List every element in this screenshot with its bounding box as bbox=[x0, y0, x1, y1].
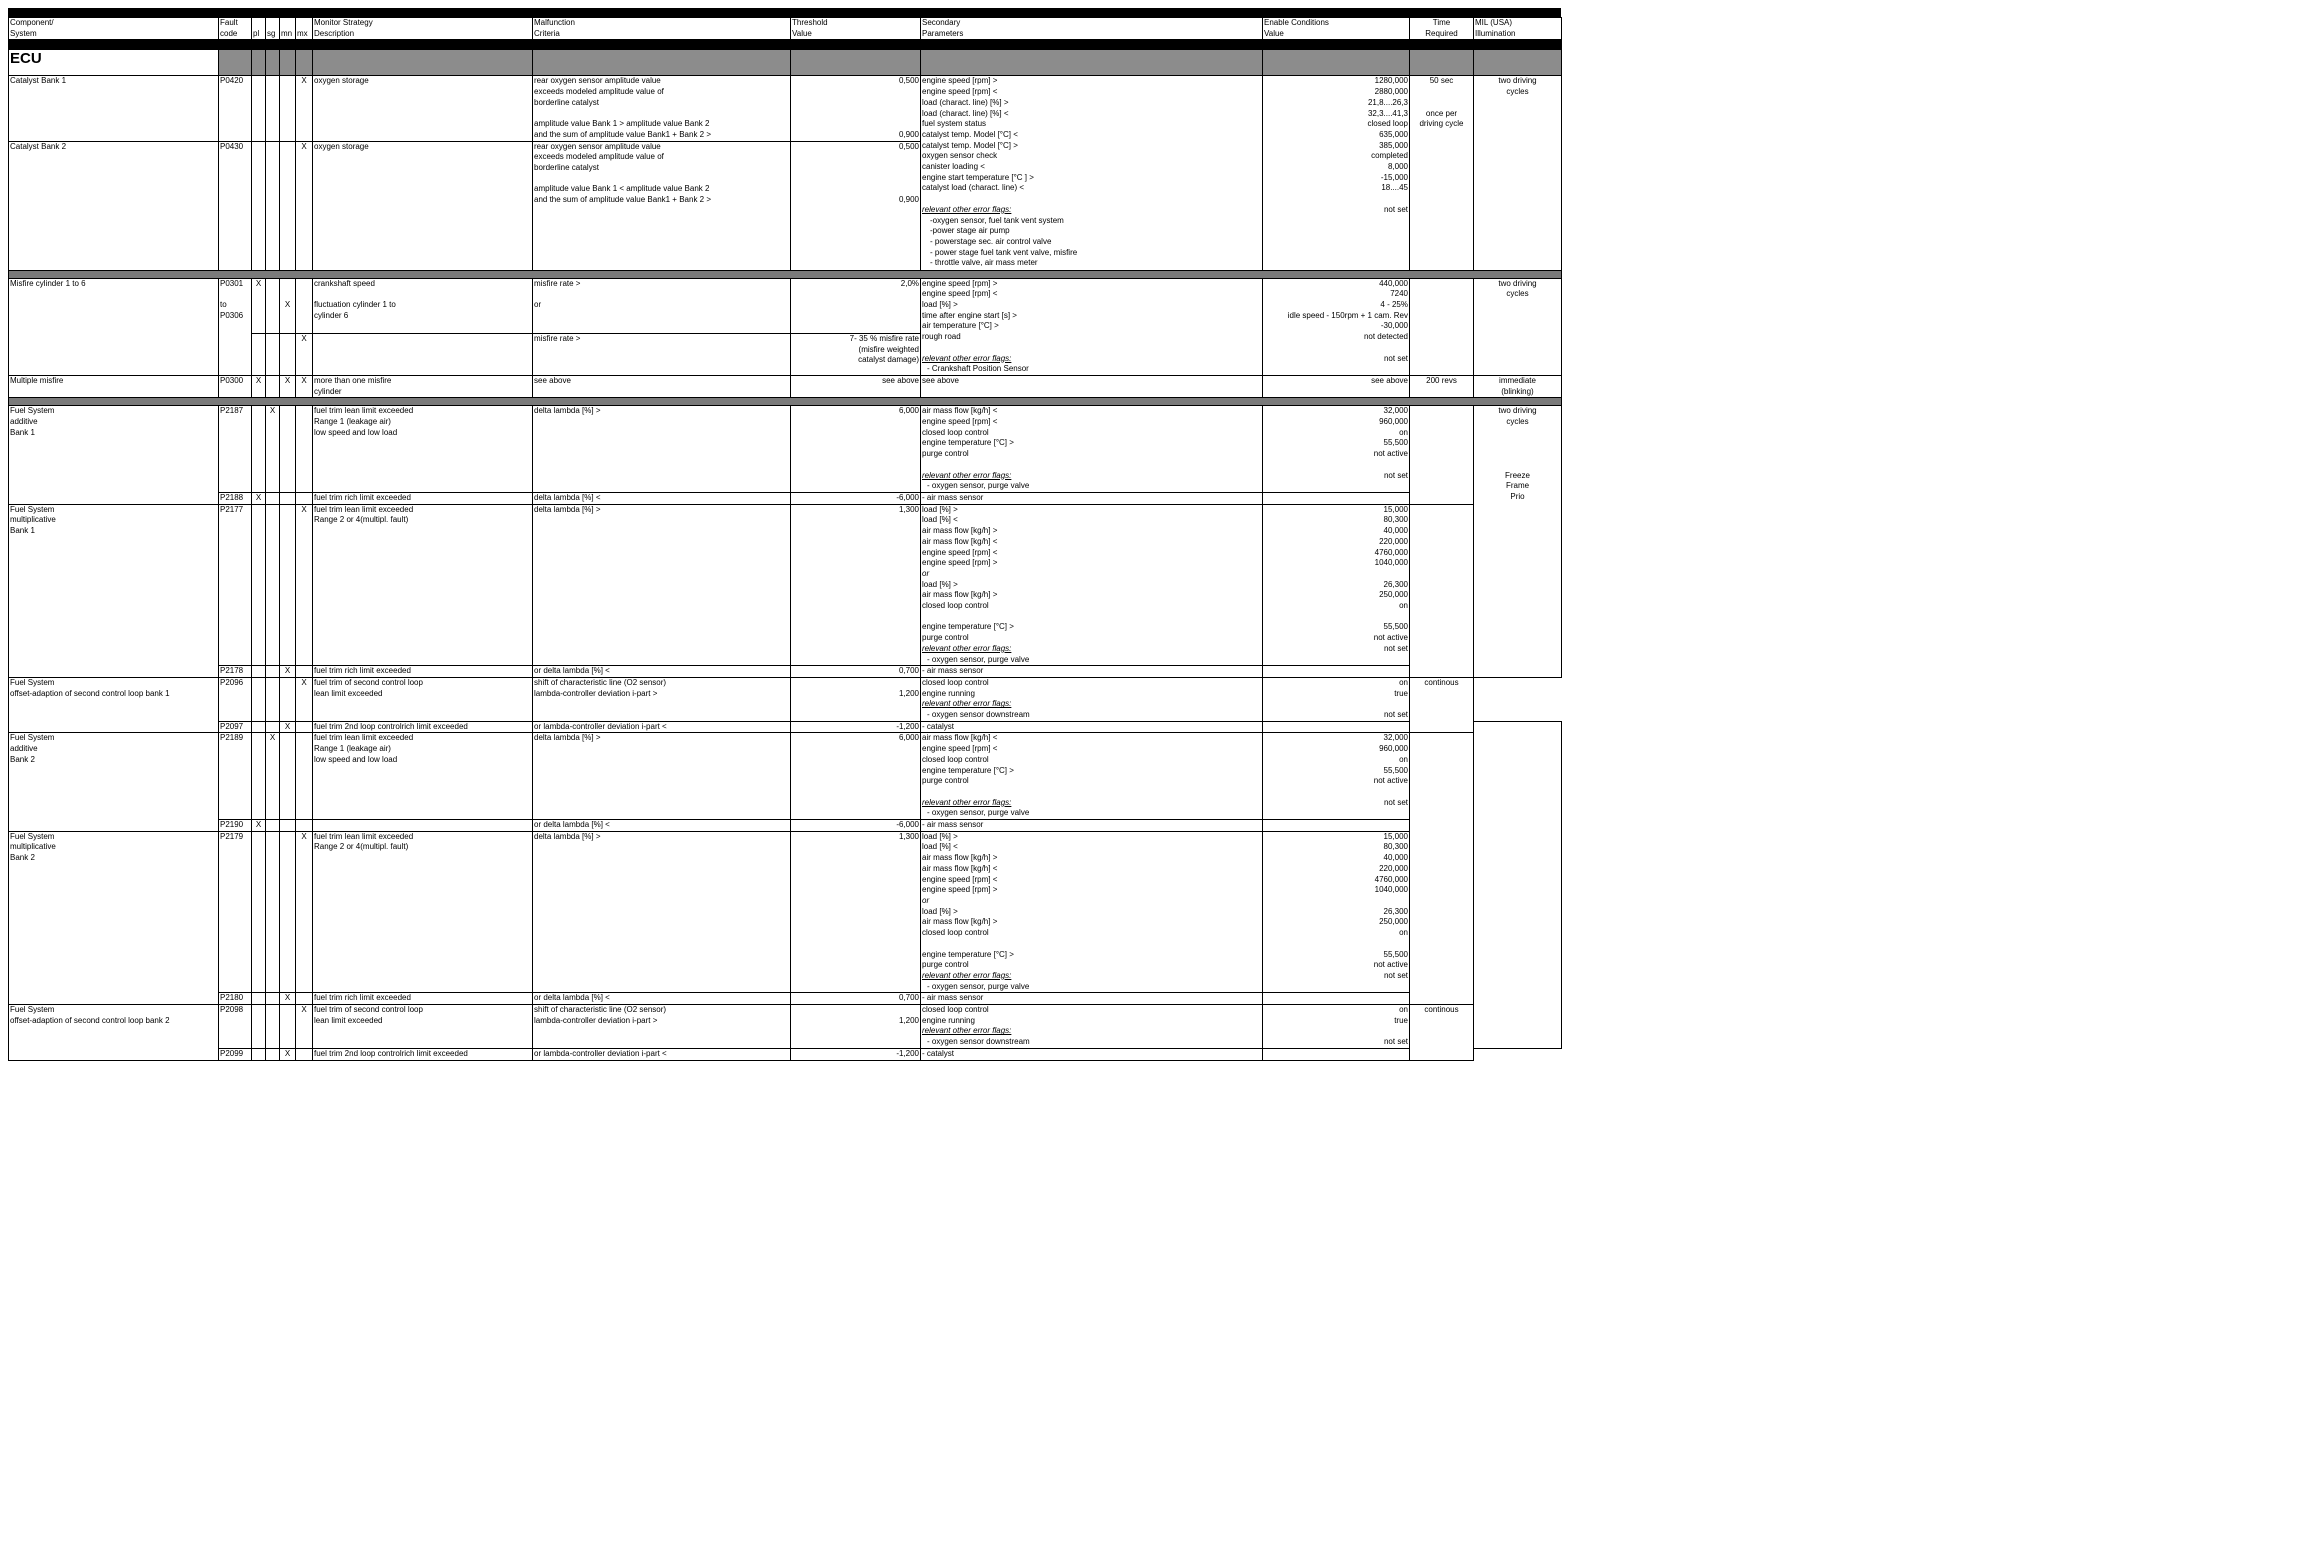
header-component: Component/ System bbox=[9, 18, 219, 40]
error-flags-label: relevant other error flags: bbox=[922, 353, 1012, 363]
threshold-value: -6,000 bbox=[791, 492, 921, 504]
monitor-strategy: more than one misfire cylinder bbox=[313, 375, 533, 397]
monitor-strategy: fuel trim lean limit exceeded Range 2 or 4(multipl. fault) bbox=[313, 831, 533, 993]
mil-illumination bbox=[1474, 721, 1562, 1048]
enable-values: 440,000 7240 4 - 25% idle speed - 150rpm + 1 cam. Rev -30,000 not detected not set bbox=[1263, 278, 1410, 375]
monitor-strategy: fuel trim rich limit exceeded bbox=[313, 492, 533, 504]
mx-mark: X bbox=[296, 504, 313, 666]
malfunction-criteria: or delta lambda [%] < bbox=[533, 820, 791, 832]
mil-illumination: two driving cycles Freeze Frame Prio bbox=[1474, 406, 1562, 678]
fuel-offset-bank2-row bbox=[9, 1005, 1562, 1049]
secondary-parameters: load [%] > load [%] < air mass flow [kg/h] > air mass flow [kg/h] < engine speed [rpm] < engine speed [rpm] > or load [%] > air mass flow [kg/h] > closed loop control engine temperature [°C] > purge control relevant other error flags: - oxygen sensor, purge valve bbox=[921, 504, 1263, 666]
error-flags-label: relevant other error flags: bbox=[922, 970, 1012, 980]
enable-values: on true not set bbox=[1263, 677, 1410, 721]
malfunction-criteria: or delta lambda [%] < bbox=[533, 666, 791, 678]
fault-code: P2179 bbox=[219, 831, 252, 993]
misfire-row bbox=[9, 278, 1562, 333]
ecu-section-row bbox=[9, 50, 1562, 76]
secondary-parameters: air mass flow [kg/h] < engine speed [rpm] < closed loop control engine temperature [°C] > purge control relevant other error flags: - oxygen sensor, purge valve bbox=[921, 406, 1263, 493]
threshold-value: 6,000 bbox=[791, 406, 921, 493]
fuel-additive-bank2-rich-row bbox=[9, 820, 1562, 832]
fuel-additive-bank1-row bbox=[9, 406, 1562, 493]
threshold-value: 1,300 bbox=[791, 831, 921, 993]
fault-code: P2188 bbox=[219, 492, 252, 504]
fault-code: P2099 bbox=[219, 1048, 252, 1060]
section-divider bbox=[9, 398, 1562, 406]
fault-code: P0301 to P0306 bbox=[219, 278, 252, 375]
error-flags-label: relevant other error flags: bbox=[922, 470, 1012, 480]
threshold-value: 6,000 bbox=[791, 733, 921, 820]
enable-values: 32,000 960,000 on 55,500 not active not set bbox=[1263, 406, 1410, 493]
section-divider bbox=[9, 270, 1562, 278]
threshold-value: 0,500 0,900 bbox=[791, 141, 921, 270]
error-flags-label: relevant other error flags: bbox=[922, 643, 1012, 653]
monitor-table bbox=[8, 17, 1562, 1061]
mx-mark: X bbox=[296, 677, 313, 721]
mn-mark: X bbox=[280, 375, 296, 397]
enable-values: 15,000 80,300 40,000 220,000 4760,000 1040,000 26,300 250,000 on 55,500 not active not set bbox=[1263, 504, 1410, 666]
secondary-parameters: engine speed [rpm] > engine speed [rpm] < load [%] > time after engine start [s] > air temperature [°C] > rough road relevant other error flags: - Crankshaft Position Sensor bbox=[921, 278, 1263, 375]
fuel-multiplicative-bank1-rich-row bbox=[9, 666, 1562, 678]
fuel-offset-bank1-row bbox=[9, 677, 1562, 721]
secondary-parameters: - air mass sensor bbox=[921, 820, 1263, 832]
mn-mark: X bbox=[280, 666, 296, 678]
fault-code: P0430 bbox=[219, 141, 252, 270]
monitor-strategy: oxygen storage bbox=[313, 141, 533, 270]
secondary-parameters: engine speed [rpm] > engine speed [rpm] < load (charact. line) [%] > load (charact. line) [%] < fuel system status catalyst temp. Model [°C] < catalyst temp. Model [°C] > oxygen sensor check canister loading < engine start temperature [°C ] > catalyst load (charact. line) < relevant other error flags: -oxygen sensor, fuel tank vent system -power stage air pump - powerstage sec. air control valve - power stage fuel tank vent valve, misfire - throttle valve, air mass meter bbox=[921, 76, 1263, 270]
mil-illumination: two driving cycles bbox=[1474, 278, 1562, 375]
enable-values: see above bbox=[1263, 375, 1410, 397]
multiple-misfire-row bbox=[9, 375, 1562, 397]
mn-mark: X bbox=[280, 993, 296, 1005]
component-name: Misfire cylinder 1 to 6 bbox=[9, 278, 219, 375]
time-required bbox=[1410, 733, 1474, 1005]
component-name: Fuel System multiplicative Bank 1 bbox=[9, 504, 219, 677]
sg-mark: X bbox=[266, 733, 280, 820]
time-required: 50 sec once per driving cycle bbox=[1410, 76, 1474, 270]
secondary-parameters: - catalyst bbox=[921, 721, 1263, 733]
component-name: Fuel System additive Bank 1 bbox=[9, 406, 219, 504]
malfunction-criteria: or delta lambda [%] < bbox=[533, 993, 791, 1005]
threshold-value: see above bbox=[791, 375, 921, 397]
fault-code: P2189 bbox=[219, 733, 252, 820]
enable-values: 32,000 960,000 on 55,500 not active not set bbox=[1263, 733, 1410, 820]
monitor-strategy: crankshaft speed fluctuation cylinder 1 to cylinder 6 bbox=[313, 278, 533, 333]
header-divider bbox=[9, 40, 1562, 50]
top-border-bar bbox=[8, 8, 1561, 17]
threshold-value: 7- 35 % misfire rate (misfire weighted catalyst damage) bbox=[791, 334, 921, 376]
fault-code: P2097 bbox=[219, 721, 252, 733]
threshold-value: 0,700 bbox=[791, 993, 921, 1005]
header-mx: mx bbox=[296, 18, 313, 40]
header-fault-code: Fault code bbox=[219, 18, 252, 40]
malfunction-criteria: or lambda-controller deviation i-part < bbox=[533, 721, 791, 733]
header-enable: Enable Conditions Value bbox=[1263, 18, 1410, 40]
component-name: Fuel System multiplicative Bank 2 bbox=[9, 831, 219, 1004]
mx-mark: X bbox=[296, 831, 313, 993]
fuel-additive-bank1-rich-row bbox=[9, 492, 1562, 504]
error-flags-label: relevant other error flags: bbox=[922, 1026, 1012, 1036]
component-name: Fuel System offset-adaption of second control loop bank 1 bbox=[9, 677, 219, 733]
mn-mark: X bbox=[280, 278, 296, 333]
mn-mark: X bbox=[280, 1048, 296, 1060]
mx-mark: X bbox=[296, 1005, 313, 1049]
mn-mark: X bbox=[280, 721, 296, 733]
threshold-value: 0,500 0,900 bbox=[791, 76, 921, 141]
malfunction-criteria: shift of characteristic line (O2 sensor) lambda-controller deviation i-part > bbox=[533, 1005, 791, 1049]
error-flags-label: relevant other error flags: bbox=[922, 699, 1012, 709]
malfunction-criteria: delta lambda [%] > bbox=[533, 831, 791, 993]
component-name: Fuel System offset-adaption of second control loop bank 2 bbox=[9, 1005, 219, 1061]
header-monitor-strategy: Monitor Strategy Description bbox=[313, 18, 533, 40]
threshold-value: -1,200 bbox=[791, 1048, 921, 1060]
time-required: continous bbox=[1410, 677, 1474, 733]
malfunction-criteria: delta lambda [%] > bbox=[533, 504, 791, 666]
obd-monitor-sheet bbox=[8, 8, 1561, 1058]
monitor-strategy: oxygen storage bbox=[313, 76, 533, 141]
secondary-parameters: load [%] > load [%] < air mass flow [kg/h] > air mass flow [kg/h] < engine speed [rpm] < engine speed [rpm] > or load [%] > air mass flow [kg/h] > closed loop control engine temperature [°C] > purge control relevant other error flags: - oxygen sensor, purge valve bbox=[921, 831, 1263, 993]
header-sg: sg bbox=[266, 18, 280, 40]
error-flags-label: relevant other error flags: bbox=[922, 204, 1012, 214]
fuel-multiplicative-bank1-row bbox=[9, 504, 1562, 666]
malfunction-criteria: delta lambda [%] > bbox=[533, 733, 791, 820]
monitor-strategy: fuel trim of second control loop lean limit exceeded bbox=[313, 1005, 533, 1049]
component-name: Catalyst Bank 2 bbox=[9, 141, 219, 270]
fuel-additive-bank2-row bbox=[9, 733, 1562, 820]
fault-code: P2187 bbox=[219, 406, 252, 493]
malfunction-criteria: rear oxygen sensor amplitude value exceeds modeled amplitude value of borderline catalyst amplitude value Bank 1 > amplitude value Bank 2 and the sum of amplitude value Bank1 + Bank 2 > bbox=[533, 76, 791, 141]
secondary-parameters: - air mass sensor bbox=[921, 993, 1263, 1005]
mil-illumination: two driving cycles bbox=[1474, 76, 1562, 270]
mx-mark: X bbox=[296, 375, 313, 397]
mx-mark: X bbox=[296, 141, 313, 270]
secondary-parameters: - catalyst bbox=[921, 1048, 1263, 1060]
time-required: continous bbox=[1410, 1005, 1474, 1061]
threshold-value: 1,300 bbox=[791, 504, 921, 666]
monitor-strategy: fuel trim lean limit exceeded Range 2 or 4(multipl. fault) bbox=[313, 504, 533, 666]
pl-mark: X bbox=[252, 492, 266, 504]
header-mil: MIL (USA) Illumination bbox=[1474, 18, 1562, 40]
malfunction-criteria: shift of characteristic line (O2 sensor) lambda-controller deviation i-part > bbox=[533, 677, 791, 721]
malfunction-criteria: delta lambda [%] > bbox=[533, 406, 791, 493]
fault-code: P2177 bbox=[219, 504, 252, 666]
malfunction-criteria: delta lambda [%] < bbox=[533, 492, 791, 504]
fault-code: P2096 bbox=[219, 677, 252, 721]
malfunction-criteria: misfire rate > or bbox=[533, 278, 791, 333]
threshold-value: 2,0% bbox=[791, 278, 921, 333]
error-flags-label: relevant other error flags: bbox=[922, 797, 1012, 807]
time-required: 200 revs bbox=[1410, 375, 1474, 397]
enable-values: 1280,000 2880,000 21,8....26,3 32,3....41,3 closed loop 635,000 385,000 completed 8,000 -15,000 18....45 not set bbox=[1263, 76, 1410, 270]
fuel-offset-bank1-rich-row bbox=[9, 721, 1562, 733]
time-required bbox=[1410, 504, 1474, 677]
enable-values: on true not set bbox=[1263, 1005, 1410, 1049]
monitor-strategy: fuel trim rich limit exceeded bbox=[313, 666, 533, 678]
header-secondary: Secondary Parameters bbox=[921, 18, 1263, 40]
time-required bbox=[1410, 278, 1474, 375]
header-malfunction-criteria: Malfunction Criteria bbox=[533, 18, 791, 40]
malfunction-criteria: rear oxygen sensor amplitude value exceeds modeled amplitude value of borderline catalyst amplitude value Bank 1 < amplitude value Bank 2 and the sum of amplitude value Bank1 + Bank 2 > bbox=[533, 141, 791, 270]
fault-code: P2178 bbox=[219, 666, 252, 678]
pl-mark: X bbox=[252, 278, 266, 333]
fuel-offset-bank2-rich-row bbox=[9, 1048, 1562, 1060]
time-required bbox=[1410, 406, 1474, 504]
threshold-value: 0,700 bbox=[791, 666, 921, 678]
sg-mark: X bbox=[266, 406, 280, 493]
header-threshold: Threshold Value bbox=[791, 18, 921, 40]
secondary-parameters: closed loop control engine running relevant other error flags: - oxygen sensor downstream bbox=[921, 1005, 1263, 1049]
secondary-parameters: - air mass sensor bbox=[921, 666, 1263, 678]
fault-code: P2180 bbox=[219, 993, 252, 1005]
header-time: Time Required bbox=[1410, 18, 1474, 40]
malfunction-criteria: or lambda-controller deviation i-part < bbox=[533, 1048, 791, 1060]
secondary-parameters: see above bbox=[921, 375, 1263, 397]
mil-illumination: immediate (blinking) bbox=[1474, 375, 1562, 397]
component-name: Multiple misfire bbox=[9, 375, 219, 397]
header-mn: mn bbox=[280, 18, 296, 40]
malfunction-criteria: see above bbox=[533, 375, 791, 397]
fuel-multiplicative-bank2-rich-row bbox=[9, 993, 1562, 1005]
secondary-parameters: - air mass sensor bbox=[921, 492, 1263, 504]
monitor-strategy: fuel trim lean limit exceeded Range 1 (leakage air) low speed and low load bbox=[313, 733, 533, 820]
header-pl: pl bbox=[252, 18, 266, 40]
component-name: Catalyst Bank 1 bbox=[9, 76, 219, 141]
pl-mark: X bbox=[252, 375, 266, 397]
fault-code: P0420 bbox=[219, 76, 252, 141]
pl-mark: X bbox=[252, 820, 266, 832]
mx-mark: X bbox=[296, 76, 313, 141]
fault-code: P2098 bbox=[219, 1005, 252, 1049]
threshold-value: 1,200 bbox=[791, 1005, 921, 1049]
threshold-value: -6,000 bbox=[791, 820, 921, 832]
monitor-strategy: fuel trim lean limit exceeded Range 1 (leakage air) low speed and low load bbox=[313, 406, 533, 493]
monitor-strategy: fuel trim rich limit exceeded bbox=[313, 993, 533, 1005]
monitor-strategy: fuel trim 2nd loop controlrich limit exceeded bbox=[313, 721, 533, 733]
threshold-value: 1,200 bbox=[791, 677, 921, 721]
secondary-parameters: closed loop control engine running relevant other error flags: - oxygen sensor downstream bbox=[921, 677, 1263, 721]
header-row bbox=[9, 18, 1562, 40]
monitor-strategy: fuel trim 2nd loop controlrich limit exceeded bbox=[313, 1048, 533, 1060]
secondary-parameters: air mass flow [kg/h] < engine speed [rpm] < closed loop control engine temperature [°C] > purge control relevant other error flags: - oxygen sensor, purge valve bbox=[921, 733, 1263, 820]
enable-values: 15,000 80,300 40,000 220,000 4760,000 1040,000 26,300 250,000 on 55,500 not active not set bbox=[1263, 831, 1410, 993]
component-name: Fuel System additive Bank 2 bbox=[9, 733, 219, 831]
fault-code: P2190 bbox=[219, 820, 252, 832]
mx-mark: X bbox=[296, 334, 313, 376]
monitor-strategy: fuel trim of second control loop lean limit exceeded bbox=[313, 677, 533, 721]
fuel-multiplicative-bank2-row bbox=[9, 831, 1562, 993]
fault-code: P0300 bbox=[219, 375, 252, 397]
threshold-value: -1,200 bbox=[791, 721, 921, 733]
section-title: ECU bbox=[9, 50, 219, 76]
catalyst-bank1-row bbox=[9, 76, 1562, 141]
malfunction-criteria: misfire rate > bbox=[533, 334, 791, 376]
